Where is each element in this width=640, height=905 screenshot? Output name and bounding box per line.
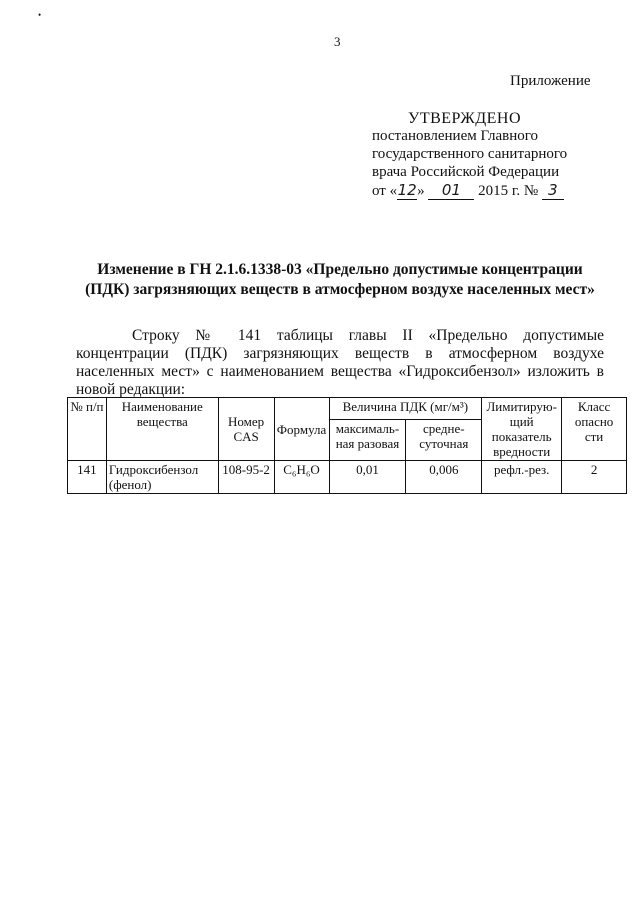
header-limit: Лимитирую-щий показатель вредности [482,398,562,461]
header-pdk-group: Величина ПДК (мг/м³) [329,398,482,420]
approval-date-line [372,181,567,200]
date-year: 2015 г. № [478,183,539,199]
cell-cas: 108-95-2 [218,461,274,494]
header-max: максималь-ная разовая [329,420,406,461]
cell-max: 0,01 [329,461,406,494]
cell-num: 141 [68,461,107,494]
approval-heading: УТВЕРЖДЕНО [408,110,522,127]
header-avg: средне-суточная [406,420,482,461]
paragraph-text: Строку № 141 таблицы главы II «Предельно допустимые концентрации (ПДК) загрязняющих веществ в атмосферном воздухе населенных мест» с наименованием вещества «Гидроксибензол» изложить в новой редакции: [76,327,604,398]
document-title [60,260,620,300]
handwritten-day: 12 [397,181,417,199]
header-num: № п/п [68,398,107,461]
approval-line: государственного санитарного [372,146,568,162]
page-number: 3 [334,34,341,49]
title-line-1: Изменение в ГН 2.1.6.1338-03 «Предельно допустимые концентрации [97,261,583,278]
date-prefix: от « [372,183,398,199]
cell-name: Гидроксибензол (фенол) [106,461,218,494]
approval-line: врача Российской Федерации [372,164,560,180]
header-name: Наименование вещества [106,398,218,461]
header-class: Класс опасно сти [562,398,627,461]
table-row [68,461,627,494]
cell-class: 2 [562,461,627,494]
approval-block [372,127,567,200]
cell-limit: рефл.-рез. [482,461,562,494]
pdk-table [67,397,627,494]
header-cas: Номер CAS [218,398,274,461]
header-formula: Формула [274,398,329,461]
scan-speck: • [38,10,42,20]
appendix-label: Приложение [510,73,591,89]
handwritten-month: 01 [428,181,474,200]
date-mid: » [417,183,425,199]
body-paragraph [76,327,604,399]
cell-avg: 0,006 [406,461,482,494]
handwritten-number: 3 [542,181,564,200]
cell-formula: C₆H₆O [274,461,329,494]
title-line-2: (ПДК) загрязняющих веществ в атмосферном воздухе населенных мест» [85,281,595,298]
approval-line: постановлением Главного [372,128,539,144]
